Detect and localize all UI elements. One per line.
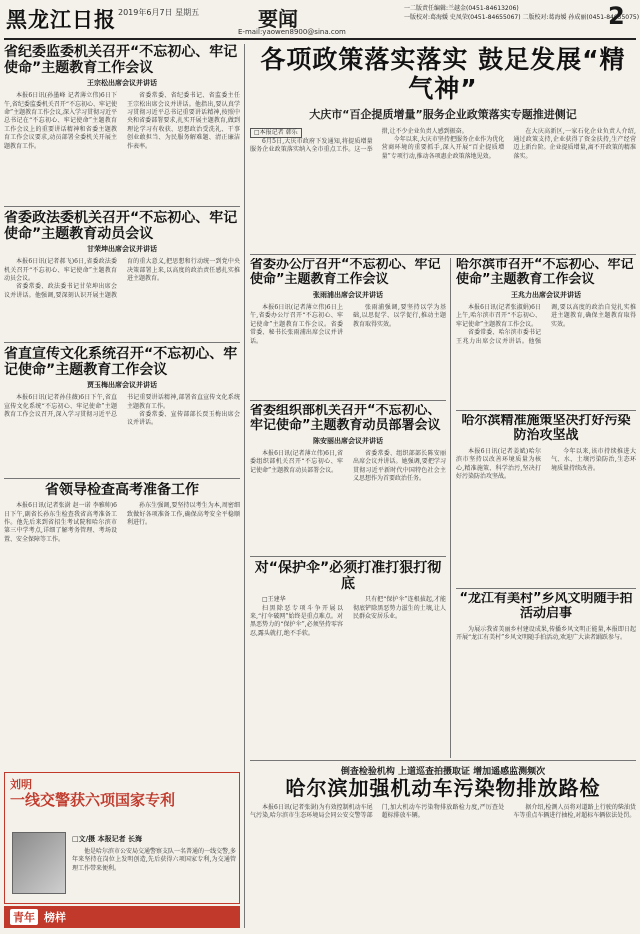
- banner-tail: 榜样: [44, 911, 66, 924]
- profile-header: [10, 776, 236, 830]
- story-headline: 对“保护伞”必须打准打狠打彻底: [254, 560, 442, 593]
- section-title: 要闻: [258, 7, 298, 31]
- story-body: [456, 626, 636, 643]
- page-number: 2: [608, 2, 625, 30]
- story-headline: 省纪委监委机关召开“不忘初心、牢记使命”主题教育工作会议: [4, 44, 238, 77]
- story-headline: 哈尔滨市召开“不忘初心、牢记使命”主题教育工作会议: [456, 258, 634, 287]
- story-paragraph: 本报6日讯(孙墨峰 记者薄立伟)6日下午,省纪委监委机关召开“不忘初心、牢记使命”主题教育工作会议,深入学习贯彻习近平总书记在“不忘初心、牢记使命”主题教育工作会议上的重要讲话精神和省委主题教育工作会议要求,动员部署全委机关开展主题教育工作。: [4, 92, 117, 150]
- editor-contact-line: 一版校对:葛海媛 史凤荣(0451-84655067) 二版校对:葛海媛 孙成丽(0451-84655075): [404, 14, 640, 21]
- divider: [250, 400, 446, 401]
- profile-name: 刘明: [10, 778, 32, 791]
- story-paragraph: 省委常委、省纪委书记、省监委主任王宗松出席会议并讲话。他指出,要认真学习贯彻习近平总书记重要讲话精神,按照中央和省委部署要求,扎实开展主题教育,做到理论学习有收获、思想政治受洗礼、干事创业敢担当、为民服务解难题、清正廉洁作表率。: [127, 92, 240, 150]
- story-body: [4, 258, 240, 300]
- story-byline: 甘荣坤出席会议并讲话: [87, 245, 157, 254]
- story-paragraph: 扫黑除恶专项斗争开展以来,“打伞破网”始终是重点难点。对黑恶势力的“保护伞”,必须坚持零容忍,露头就打,绝不手软。: [250, 604, 343, 637]
- story-headline: 哈尔滨加强机动车污染物排放路检: [285, 776, 601, 800]
- story-daqing-main: [250, 46, 636, 252]
- story-body: [250, 450, 446, 484]
- reporter-tag: □本报记者 韩乐: [250, 128, 302, 138]
- story-body: [250, 596, 446, 638]
- story-paragraph: 据介绍,检测人员将对道路上行驶的柴油货车等重点车辆进行抽检,对超标车辆依法处罚。: [513, 804, 636, 820]
- story-headline: 省委组织部机关召开“不忘初心、牢记使命”主题教育动员部署会议: [250, 404, 441, 433]
- story-paragraph: 本报6日讯(记者孙佳薇)6日下午,省直宣传文化系统“不忘初心、牢记使命”主题教育工作会议召开,深入学习贯彻习近平总书记重要讲话精神,部署省直宣传文化系统主题教育工作。: [4, 394, 240, 418]
- story-paragraph: 本报6日讯(记者郝飞)6日,省委政法委机关召开“不忘初心、牢记使命”主题教育动员会议。: [4, 258, 117, 282]
- story-headline: 省委办公厅召开“不忘初心、牢记使命”主题教育工作会议: [250, 258, 441, 287]
- divider: [456, 588, 636, 589]
- story-paragraph: 6月5日,大庆市政府下发通知,将提质增量服务企业政策落实纳入全市重点工作。这一举措,让不少企业负责人感到振奋。: [250, 127, 468, 154]
- story-political-legal-commission: [4, 210, 240, 340]
- story-commentary-umbrella: [250, 560, 446, 758]
- issue-date: 2019年6月7日 星期五: [118, 8, 200, 17]
- story-headline: 省委政法委机关召开“不忘初心、牢记使命”主题教育动员会议: [4, 210, 238, 243]
- main-subheadline: 大庆市“百企提质增量”服务企业政策落实专题推进侧记: [309, 107, 577, 121]
- story-paragraph: 省委常委、政法委书记甘荣坤出席会议并讲话。他强调,要深刻认识开展主题教育的重大意义,把思想和行动统一到党中央决策部署上来,以高度的政治责任感扎实推进主题教育。: [4, 258, 240, 299]
- story-headline: 省领导检查高考准备工作: [45, 482, 199, 498]
- masthead: [0, 0, 640, 40]
- story-paragraph: 本报6日讯(记者张澍 赵一诺 李雅帅)6日下午,副省长孙东生检查我省高考准备工作。他先后来到省招生考试院和哈尔滨市第三中学考点,详细了解考务管理、考场设置、安全保障等工作。: [4, 502, 117, 543]
- story-paragraph: 为展示我省美丽乡村建设成果,传播乡风文明正能量,本报即日起开展“龙江有美村”乡风文明随手拍活动,欢迎广大读者踊跃参与。: [456, 625, 636, 642]
- story-paragraph: 本报6日讯(记者张澍)为有效控制机动车尾气污染,哈尔滨市生态环境局会同公安交警等部门,加大机动车污染物排放路检力度,严厉查处超标排放车辆。: [250, 804, 505, 820]
- story-paragraph: 今年以来,大庆市坚持把服务企业作为优化营商环境的重要抓手,深入开展“百企提质增量”专项行动,推动各项惠企政策落地见效。: [381, 135, 505, 160]
- story-byline: 王兆力出席会议并讲话: [511, 290, 581, 299]
- story-paragraph: 张雨浦强调,要坚持以学为基础,以思促学、以学促行,推动主题教育取得实效。: [353, 303, 446, 328]
- divider: [4, 478, 240, 479]
- story-discipline-commission: [4, 44, 240, 204]
- story-byline: 王宗松出席会议并讲话: [87, 79, 157, 88]
- story-body: [456, 448, 636, 482]
- story-body: [456, 304, 636, 346]
- youth-role-model-banner: [4, 906, 240, 928]
- newspaper-logo: 黑龙江日报: [6, 7, 116, 32]
- column-divider: [450, 258, 451, 758]
- story-body: [250, 804, 636, 821]
- editor-contact-line: 一二版责任编辑:兰越金(0451-84613206): [404, 5, 519, 12]
- story-paragraph: 本报6日讯(记者姜斌)哈尔滨市坚持以改善环境质量为核心,精准施策、科学治污,坚决打好污染防治攻坚战。: [456, 447, 541, 481]
- story-organization-department: [250, 404, 446, 554]
- story-paragraph: 今年以来,该市持续推进大气、水、土壤污染防治,生态环境质量持续改善。: [551, 447, 636, 472]
- divider: [250, 760, 636, 761]
- story-paragraph: 省委常委、哈尔滨市委书记王兆力出席会议并讲话。他强调,要以高度的政治自觉扎实推进主题教育,确保主题教育取得实效。: [456, 303, 636, 345]
- story-paragraph: 省委常委、组织部部长陈安丽出席会议并讲话。她强调,要把学习贯彻习近平新时代中国特色社会主义思想作为首要政治任务。: [353, 449, 446, 483]
- divider: [250, 254, 636, 255]
- main-headline: 各项政策落实落实 鼓足发展“精气神”: [260, 46, 626, 103]
- profile-body: [72, 832, 236, 902]
- profile-photo: [12, 832, 66, 894]
- column-divider: [244, 44, 245, 928]
- story-paragraph: 本报6日讯(记者薄立伟)6日,省委组织部机关召开“不忘初心、牢记使命”主题教育动员部署会议。: [250, 449, 343, 474]
- story-byline: 张雨浦出席会议并讲话: [313, 290, 383, 299]
- story-paragraph: 他是哈尔滨市公安局交通警察支队一名普通的一线交警,多年来坚持在岗位上发明创造,先后获得六项国家专利,为交通管理工作带来便利。: [72, 848, 236, 872]
- story-body: [4, 92, 240, 151]
- editor-contacts: [404, 4, 639, 22]
- story-paragraph: 本报6日讯(记者张淑娟)6日上午,哈尔滨市召开“不忘初心、牢记使命”主题教育工作会议。: [456, 303, 541, 328]
- story-headline: 省直宣传文化系统召开“不忘初心、牢记使命”主题教育工作会议: [4, 346, 238, 379]
- story-propaganda-system: [4, 346, 240, 476]
- banner-label: 青年: [10, 909, 38, 925]
- story-headline: “龙江有美村”乡风文明随手拍活动启事: [459, 592, 633, 621]
- story-vehicle-emissions: [250, 764, 636, 930]
- story-paragraph: 只有把“保护伞”连根拔起,才能彻底铲除黑恶势力滋生的土壤,让人民群众安居乐业。: [353, 596, 446, 620]
- story-paragraph: 省委常委、宣传部部长贾玉梅出席会议并讲话。: [127, 411, 240, 427]
- divider: [250, 556, 446, 557]
- story-headline: 哈尔滨精准施策坚决打好污染防治攻坚战: [461, 414, 631, 443]
- story-harbin-pollution: [456, 414, 636, 586]
- story-gaokao-inspection: [4, 482, 240, 768]
- story-body: [4, 394, 240, 428]
- story-paragraph: 孙东生强调,要坚持以考生为本,周密细致做好各项准备工作,确保高考安全平稳顺利进行。: [127, 502, 240, 526]
- story-general-office: [250, 258, 446, 398]
- story-paragraph: 本报6日讯(记者薄立伟)6日上午,省委办公厅召开“不忘初心、牢记使命”主题教育工作会议。省委常委、秘书长张雨浦出席会议并讲话。: [250, 303, 343, 345]
- section-email: E-mail:yaowen8900@sina.com: [238, 28, 346, 36]
- divider: [456, 410, 636, 411]
- story-paragraph: □王建华: [262, 596, 286, 604]
- masthead-rule: [4, 38, 636, 40]
- divider: [4, 206, 240, 207]
- story-body: [250, 128, 636, 162]
- story-kicker: 倒查检验机构 上道巡查拍摄取证 增加遥感监测频次: [340, 767, 546, 777]
- story-byline: 陈安丽出席会议并讲话: [313, 436, 383, 445]
- story-paragraph: 在大庆高新区,一家石化企业负责人介绍,通过政策支持,企业获得了资金扶持,生产经营迈上新台阶。企业提质增量,离不开政策的精准落实。: [513, 127, 636, 160]
- profile-author: □文/摄 本报记者 长海: [72, 835, 143, 843]
- story-photo-contest-notice: [456, 592, 636, 758]
- story-body: [72, 848, 236, 873]
- story-body: [4, 502, 240, 544]
- profile-headline: 一线交警获六项国家专利: [10, 791, 176, 809]
- story-body: [250, 304, 446, 346]
- story-byline: 贾玉梅出席会议并讲话: [87, 381, 157, 390]
- divider: [4, 342, 240, 343]
- story-harbin-meeting: [456, 258, 636, 408]
